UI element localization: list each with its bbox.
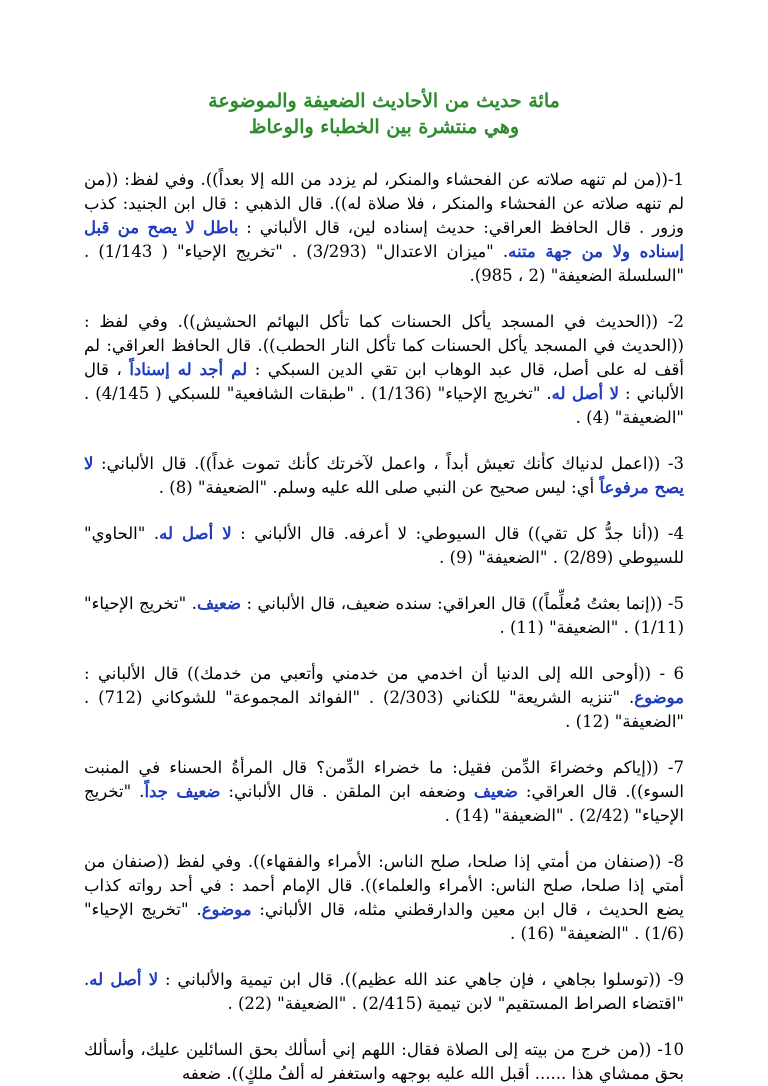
item-text: 5- ((إنما بعثتُ مُعلِّماً)) قال العراقي: سنده ضعيف، قال الألباني :	[240, 594, 685, 613]
item-text: ، قال الألباني :	[84, 360, 684, 403]
ruling-highlight: باطل لا يصح من قبل إسناده ولا من جهة متنه	[84, 218, 684, 261]
ruling-highlight: لا أصل له	[551, 384, 620, 403]
item-text: 4- ((أنا جدُّ كل تقي)) قال السيوطي: لا أعرفه. قال الألباني :	[231, 524, 684, 543]
ruling-highlight: لم أجد له إسناداً	[129, 360, 248, 379]
item-text: وضعفه ابن الملقن . قال الألباني:	[220, 782, 474, 801]
item-text: 9- ((توسلوا بجاهي ، فإن جاهي عند الله عظيم)). قال ابن تيمية والألباني :	[158, 970, 684, 989]
hadith-item-9	[84, 968, 684, 1016]
item-text: 7- ((إياكم وخضراءَ الدِّمن فقيل: ما خضراء الدِّمن؟ قال المرأةُ الحسناء في المنبت السوء)). قال العراقي:	[84, 758, 685, 801]
hadith-item-2	[84, 310, 684, 430]
title-line-1: مائة حديث من الأحاديث الضعيفة والموضوعة	[208, 90, 560, 112]
item-text: . "تخريج الإحياء" (2/42) . "الضعيفة" (14) .	[84, 782, 684, 825]
hadith-item-7	[84, 756, 684, 828]
item-text: . "تخريج الإحياء" (1/11) . "الضعيفة" (11) .	[84, 594, 684, 637]
ruling-highlight: موضوع	[201, 900, 252, 919]
item-text: . "تنزيه الشريعة" للكناني (2/303) . "الفوائد المجموعة" للشوكاني (712) . "الضعيفة" (12) .	[84, 688, 684, 731]
hadith-item-3	[84, 452, 684, 500]
item-text: 2- ((الحديث في المسجد يأكل الحسنات كما تأكل البهائم الحشيش)). وفي لفظ : ((الحديث في المسجد يأكل الحسنات كما تأكل النار الحطب)). قال الحافظ العراقي: لم أقف له على أصل، قال عبد الوهاب ابن تقي الدين السبكي :	[84, 312, 684, 379]
item-text: 3- ((اعمل لدنياك كأنك تعيش أبداً ، واعمل لآخرتك كأنك تموت غداً)). قال الألباني:	[93, 454, 684, 473]
hadith-item-5	[84, 592, 684, 640]
ruling-highlight: لا يصح مرفوعاً	[84, 454, 684, 497]
item-text: 10- ((من خرج من بيته إلى الصلاة فقال: اللهم إني أسألك بحق السائلين عليك، وأسألك بحق ممشاي هذا ...... أقبل الله عليه بوجهه واستغفر له ألفُ ملكٍ)). ضعفه	[84, 1040, 684, 1083]
ruling-highlight: ضعيف	[196, 594, 241, 613]
hadith-item-10	[84, 1038, 684, 1086]
ruling-highlight: لا أصل له	[89, 970, 159, 989]
hadith-item-1	[84, 168, 684, 288]
item-text: أي: ليس صحيح عن النبي صلى الله عليه وسلم. "الضعيفة" (8) .	[158, 478, 600, 497]
item-text: 6 - ((أوحى الله إلى الدنيا أن اخدمي من خدمني وأتعبي من خدمك)) قال الألباني :	[84, 664, 684, 683]
hadith-list	[84, 168, 684, 1086]
ruling-highlight: لا أصل له	[159, 524, 232, 543]
item-text: 8- ((صنفان من أمتي إذا صلحا، صلح الناس: الأمراء والفقهاء)). وفي لفظ ((صنفان من أمتي إذا صلحا، صلح الناس: الأمراء والعلماء)). قال الإمام أحمد : في أحد رواته كذاب يضع الحديث ، قال ابن معين والدارقطني مثله، قال الألباني:	[84, 852, 684, 919]
item-text: . "ميزان الاعتدال" (3/293) . "تخريج الإحياء" ( 1/143) . "السلسلة الضعيفة" (2 ، 985).	[84, 242, 684, 285]
item-text: . "الحاوي" للسيوطي (2/89) . "الضعيفة" (9) .	[84, 524, 684, 567]
ruling-highlight: موضوع	[634, 688, 684, 707]
hadith-item-8	[84, 850, 684, 946]
item-text: . "تخريج الإحياء" (1/136) . "طبقات الشافعية" للسبكي ( 4/145) . "الضعيفة" (4) .	[84, 384, 684, 427]
ruling-highlight: ضعيف جداً	[144, 782, 221, 801]
hadith-item-4	[84, 522, 684, 570]
item-text: . "تخريج الإحياء" (1/6) . "الضعيفة" (16) .	[84, 900, 684, 943]
ruling-highlight: ضعيف	[473, 782, 518, 801]
hadith-item-6	[84, 662, 684, 734]
title-line-2: وهي منتشرة بين الخطباء والوعاظ	[248, 116, 520, 138]
item-text: 1-((من لم تنهه صلاته عن الفحشاء والمنكر، لم يزدد من الله إلا بعداً)). وفي لفظ: ((من لم تنهه صلاته عن الفحشاء والمنكر ، فلا صلاة له)). قال الذهبي : قال ابن الجنيد: كذب وزور . قال الحافظ العراقي: حديث إسناده لين، قال الألباني :	[84, 170, 684, 237]
item-text: . "اقتضاء الصراط المستقيم" لابن تيمية (2/415) . "الضعيفة" (22) .	[84, 970, 684, 1013]
